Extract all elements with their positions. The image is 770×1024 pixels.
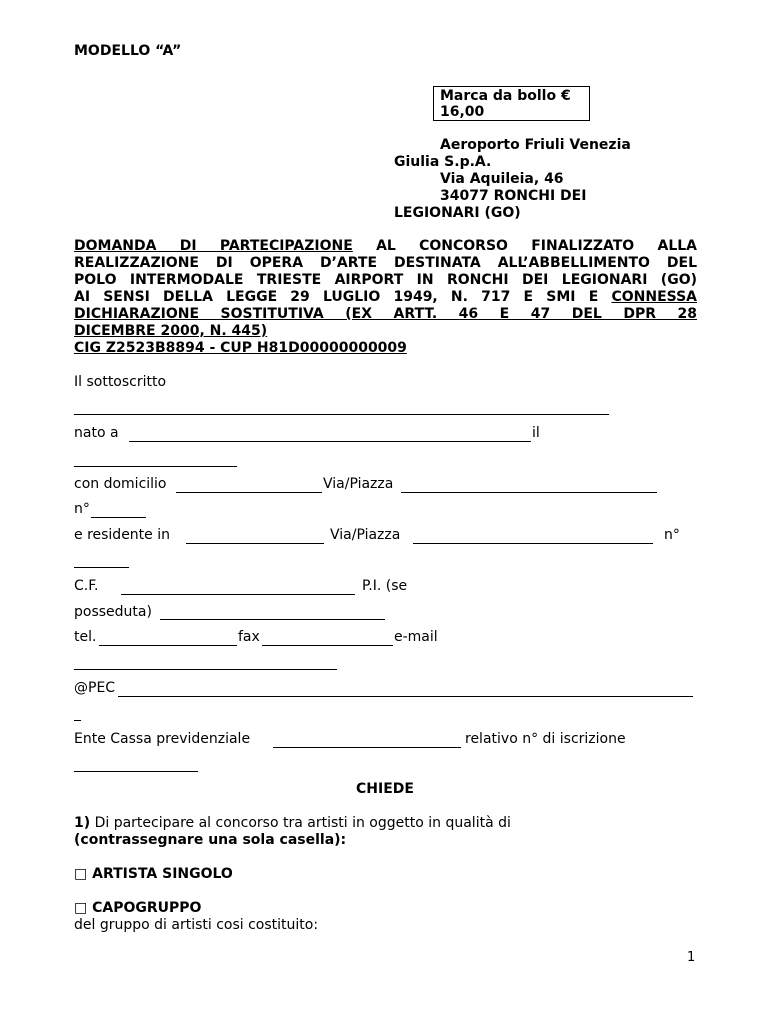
name-field-line[interactable]	[74, 414, 609, 415]
option-single-artist-label: ARTISTA SINGOLO	[92, 866, 233, 882]
item-1-number: 1)	[74, 815, 91, 831]
group-description: del gruppo di artisti cosi costituito:	[74, 917, 319, 933]
email-label: e-mail	[394, 629, 438, 645]
page-number: 1	[687, 950, 696, 965]
registration-number-label: relativo n° di iscrizione	[465, 731, 626, 747]
email-field-line[interactable]	[74, 669, 337, 670]
pension-fund-label: Ente Cassa previdenziale	[74, 731, 251, 747]
tax-code-field-line[interactable]	[121, 594, 355, 595]
stamp-line-2: 16,00	[440, 104, 485, 120]
residence-label: e residente in	[74, 527, 170, 543]
registration-number-field-line[interactable]	[74, 771, 198, 772]
title-line-2: REALIZZAZIONE DI OPERA D’ARTE DESTINATA ALL’ABBELLIMENTO DEL	[74, 255, 697, 271]
stamp-line-1: Marca da bollo €	[440, 88, 571, 104]
address-line-2: Giulia S.p.A.	[394, 154, 492, 170]
item-1-description: Di partecipare al concorso tra artisti in oggetto in qualità di	[90, 815, 511, 831]
domicile-number-field-line[interactable]	[91, 517, 146, 518]
pec-field-line[interactable]	[118, 696, 693, 697]
residence-field-line[interactable]	[186, 543, 324, 544]
pension-fund-field-line[interactable]	[273, 747, 461, 748]
title-line-5: DICHIARAZIONE SOSTITUTIVA (EX ARTT. 46 E 47 DEL DPR 28	[74, 306, 697, 322]
address-line-3: Via Aquileia, 46	[440, 171, 564, 187]
residence-number-label: n°	[664, 527, 680, 543]
vat-field-line[interactable]	[160, 619, 385, 620]
birthdate-label: il	[532, 425, 540, 441]
phone-label: tel.	[74, 629, 97, 645]
residence-number-field-line[interactable]	[74, 567, 129, 568]
domicile-number-label: n°	[74, 501, 90, 517]
domicile-label: con domicilio	[74, 476, 167, 492]
pec-label: @PEC	[74, 680, 116, 696]
checkbox-single-artist[interactable]: □	[74, 866, 88, 882]
vat-label-a: P.I. (se	[362, 578, 408, 594]
address-line-5: LEGIONARI (GO)	[394, 205, 521, 221]
domicile-field-line[interactable]	[176, 492, 322, 493]
title-underlined: DOMANDA DI PARTECIPAZIONE	[74, 238, 353, 254]
title-line-4-a: AI SENSI DELLA LEGGE 29 LUGLIO 1949, N. 717 E SMI E	[74, 289, 612, 305]
birthplace-field-line[interactable]	[129, 441, 531, 442]
born-at-label: nato a	[74, 425, 119, 441]
phone-field-line[interactable]	[99, 645, 237, 646]
checkbox-group-leader[interactable]: □	[74, 900, 88, 916]
title-line-1-rest: AL CONCORSO FINALIZZATO ALLA	[352, 238, 697, 254]
fax-field-line[interactable]	[262, 645, 393, 646]
birthdate-field-line[interactable]	[74, 466, 237, 467]
request-heading: CHIEDE	[356, 781, 414, 797]
domicile-street-field-line[interactable]	[401, 492, 657, 493]
option-single-artist[interactable]	[74, 866, 233, 883]
residence-street-label: Via/Piazza	[330, 527, 401, 543]
vat-label-b: posseduta)	[74, 604, 152, 620]
fax-label: fax	[238, 629, 260, 645]
cig-cup-code: CIG Z2523B8894 - CUP H81D00000000009	[74, 340, 407, 356]
address-line-4: 34077 RONCHI DEI	[440, 188, 587, 204]
address-line-1: Aeroporto Friuli Venezia	[440, 137, 631, 153]
option-group-leader[interactable]	[74, 900, 201, 917]
item-1-instruction: (contrassegnare una sola casella):	[74, 832, 347, 848]
title-line-4	[74, 289, 697, 306]
pec-field-line-continued[interactable]	[74, 720, 81, 721]
domicile-street-label: Via/Piazza	[323, 476, 394, 492]
option-group-leader-label: CAPOGRUPPO	[92, 900, 202, 916]
undersigned-label: Il sottoscritto	[74, 374, 167, 390]
model-label: MODELLO “A”	[74, 43, 182, 59]
title-line-6: DICEMBRE 2000, N. 445)	[74, 323, 268, 339]
title-line-4-underlined: CONNESSA	[611, 289, 697, 305]
title-line-3: POLO INTERMODALE TRIESTE AIRPORT IN RONCHI DEI LEGIONARI (GO)	[74, 272, 697, 288]
residence-street-field-line[interactable]	[413, 543, 653, 544]
tax-code-label: C.F.	[74, 578, 99, 594]
revenue-stamp-box	[433, 86, 590, 121]
title-line-1	[74, 238, 697, 255]
item-1-text	[74, 815, 511, 832]
